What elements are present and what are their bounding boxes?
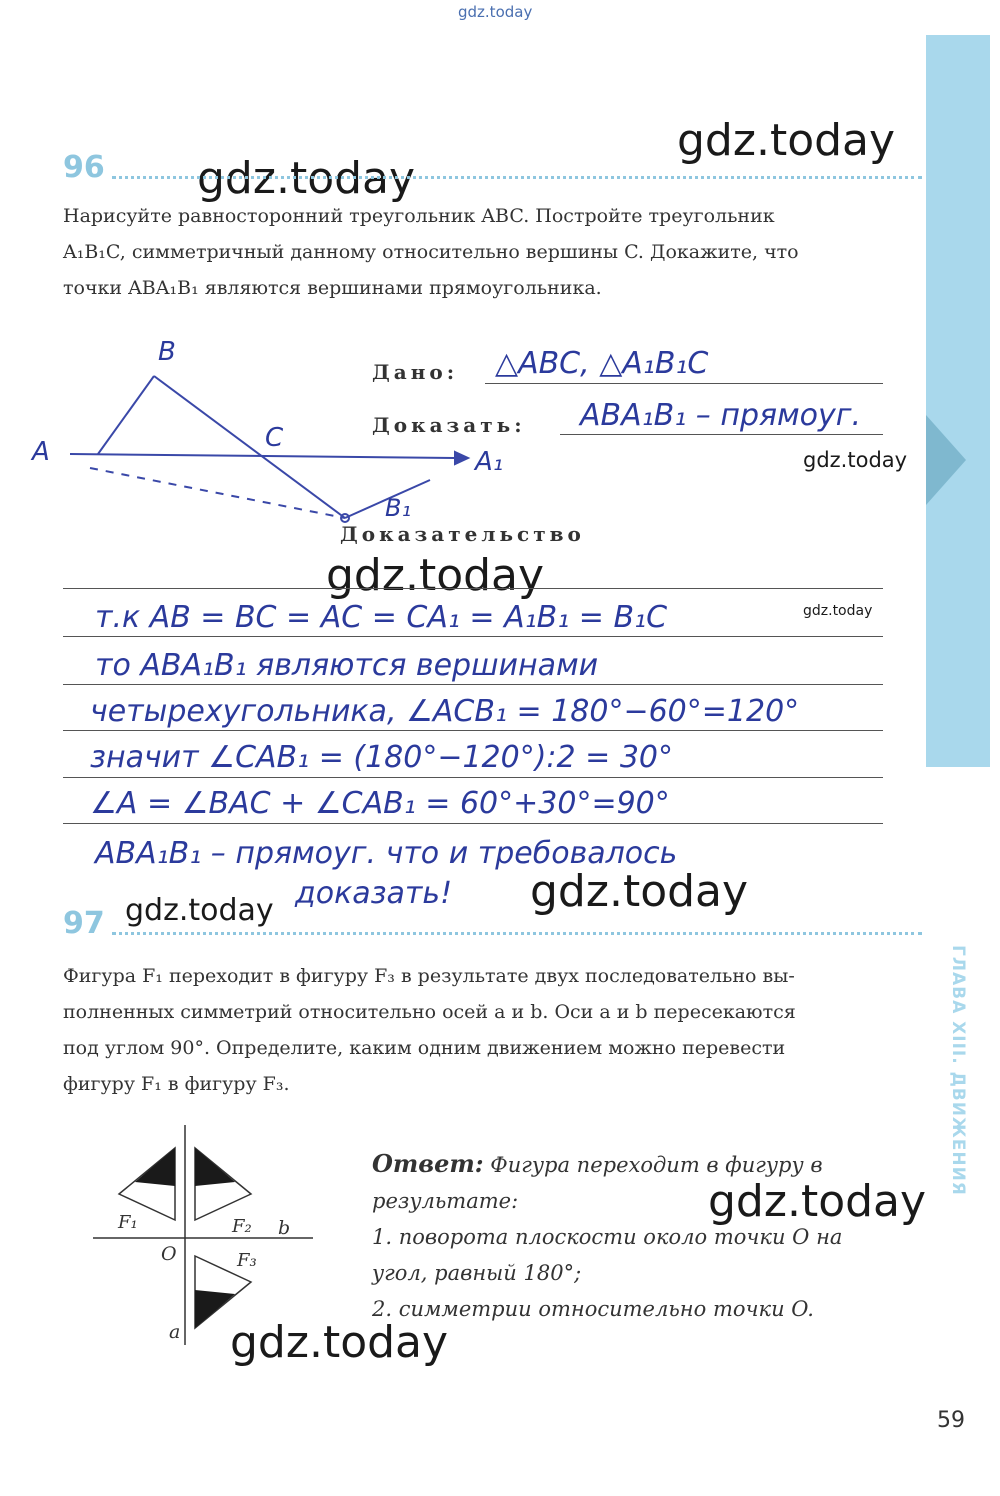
proof-line: доказать! bbox=[295, 876, 453, 911]
watermark: gdz.today bbox=[230, 1317, 449, 1368]
chapter-title: ГЛАВА XIII. ДВИЖЕНИЯ bbox=[948, 945, 968, 1196]
segment-bb1 bbox=[154, 376, 345, 518]
label-a: A bbox=[32, 437, 50, 467]
task-text bbox=[63, 198, 923, 306]
ruled-line bbox=[63, 636, 883, 637]
task-line: Фигура F₁ переходит в фигуру F₃ в результате двух последовательно вы- bbox=[63, 965, 795, 987]
proof-label: Доказательство bbox=[340, 522, 585, 546]
prove-rule bbox=[560, 434, 883, 435]
arrowhead bbox=[455, 452, 468, 464]
proof-line: то ABA₁B₁ являются вершинами bbox=[95, 648, 599, 683]
label-a: a bbox=[169, 1321, 181, 1343]
watermark: gdz.today bbox=[197, 153, 416, 204]
proof-line: ∠A = ∠BAC + ∠CAB₁ = 60°+30°=90° bbox=[90, 786, 670, 821]
prove-value: ABA₁B₁ – прямоуг. bbox=[580, 398, 862, 433]
task-line: A₁B₁C, симметричный данному относительно вершины C. Докажите, что bbox=[63, 241, 799, 263]
answer-block bbox=[372, 1146, 922, 1327]
task-line: полненных симметрий относительно осей a и b. Оси a и b пересекаются bbox=[63, 1001, 796, 1023]
answer-label: Ответ: bbox=[372, 1149, 484, 1178]
figure-f1-shade bbox=[135, 1148, 175, 1186]
sidebar-arrow bbox=[926, 415, 966, 505]
watermark: gdz.today bbox=[708, 1176, 927, 1227]
label-a1: A₁ bbox=[475, 447, 504, 477]
page-number: 59 bbox=[937, 1408, 965, 1433]
segment-ab1 bbox=[90, 468, 345, 518]
watermark: gdz.today bbox=[803, 603, 873, 619]
watermark: gdz.today bbox=[125, 893, 274, 928]
answer-line: результате: bbox=[372, 1189, 519, 1213]
proof-line: т.к AB = BC = AC = CA₁ = A₁B₁ = B₁C bbox=[95, 600, 668, 635]
proof-line: четырехугольника, ∠ACB₁ = 180°−60°=120° bbox=[90, 694, 800, 729]
label-f2: F₂ bbox=[232, 1216, 252, 1237]
watermark: gdz.today bbox=[803, 448, 908, 472]
task-line: Нарисуйте равносторонний треугольник ABC. Постройте треугольник bbox=[63, 205, 775, 227]
prove-label: Доказать: bbox=[372, 413, 526, 437]
given-value: △ABC, △A₁B₁C bbox=[495, 346, 709, 381]
answer-line: 1. поворота плоскости около точки O на bbox=[372, 1225, 843, 1249]
task-text bbox=[63, 958, 923, 1102]
watermark: gdz.today bbox=[458, 3, 533, 21]
task-number: 97 bbox=[63, 906, 105, 941]
label-c: C bbox=[265, 423, 284, 453]
task-line: под углом 90°. Определите, каким одним движением можно перевести bbox=[63, 1037, 786, 1059]
label-b: b bbox=[278, 1217, 291, 1239]
label-b1: B₁ bbox=[385, 494, 412, 522]
ruled-line bbox=[63, 730, 883, 731]
label-f1: F₁ bbox=[118, 1212, 138, 1233]
chapter-sidebar bbox=[926, 35, 990, 767]
answer-line-1 bbox=[372, 1146, 922, 1183]
answer-text: Фигура переходит в фигуру в bbox=[490, 1153, 823, 1177]
dotted-divider bbox=[112, 932, 922, 935]
label-f3: F₃ bbox=[237, 1250, 257, 1271]
answer-line: угол, равный 180°; bbox=[372, 1261, 582, 1285]
watermark: gdz.today bbox=[326, 550, 545, 601]
given-rule bbox=[485, 383, 883, 384]
ruled-line bbox=[63, 823, 883, 824]
watermark: gdz.today bbox=[530, 866, 749, 917]
figure-f2-shade bbox=[195, 1148, 235, 1186]
ruled-line bbox=[63, 684, 883, 685]
segment-ab bbox=[98, 376, 154, 454]
ruled-line bbox=[63, 588, 883, 589]
given-label: Дано: bbox=[372, 360, 459, 384]
dotted-divider bbox=[112, 176, 922, 179]
task-line: точки ABA₁B₁ являются вершинами прямоугольника. bbox=[63, 277, 602, 299]
label-o: O bbox=[161, 1243, 177, 1265]
ruled-line bbox=[63, 777, 883, 778]
task-number: 96 bbox=[63, 150, 105, 185]
figure-f3-shade bbox=[195, 1290, 235, 1328]
proof-line: значит ∠CAB₁ = (180°−120°):2 = 30° bbox=[90, 740, 674, 775]
label-b: B bbox=[158, 337, 176, 367]
answer-line: 2. симметрии относительно точки O. bbox=[372, 1297, 814, 1321]
task-line: фигуру F₁ в фигуру F₃. bbox=[63, 1073, 290, 1095]
symmetry-figure bbox=[85, 1120, 325, 1350]
proof-line: ABA₁B₁ – прямоуг. что и требовалось bbox=[95, 836, 678, 871]
watermark: gdz.today bbox=[677, 115, 896, 166]
